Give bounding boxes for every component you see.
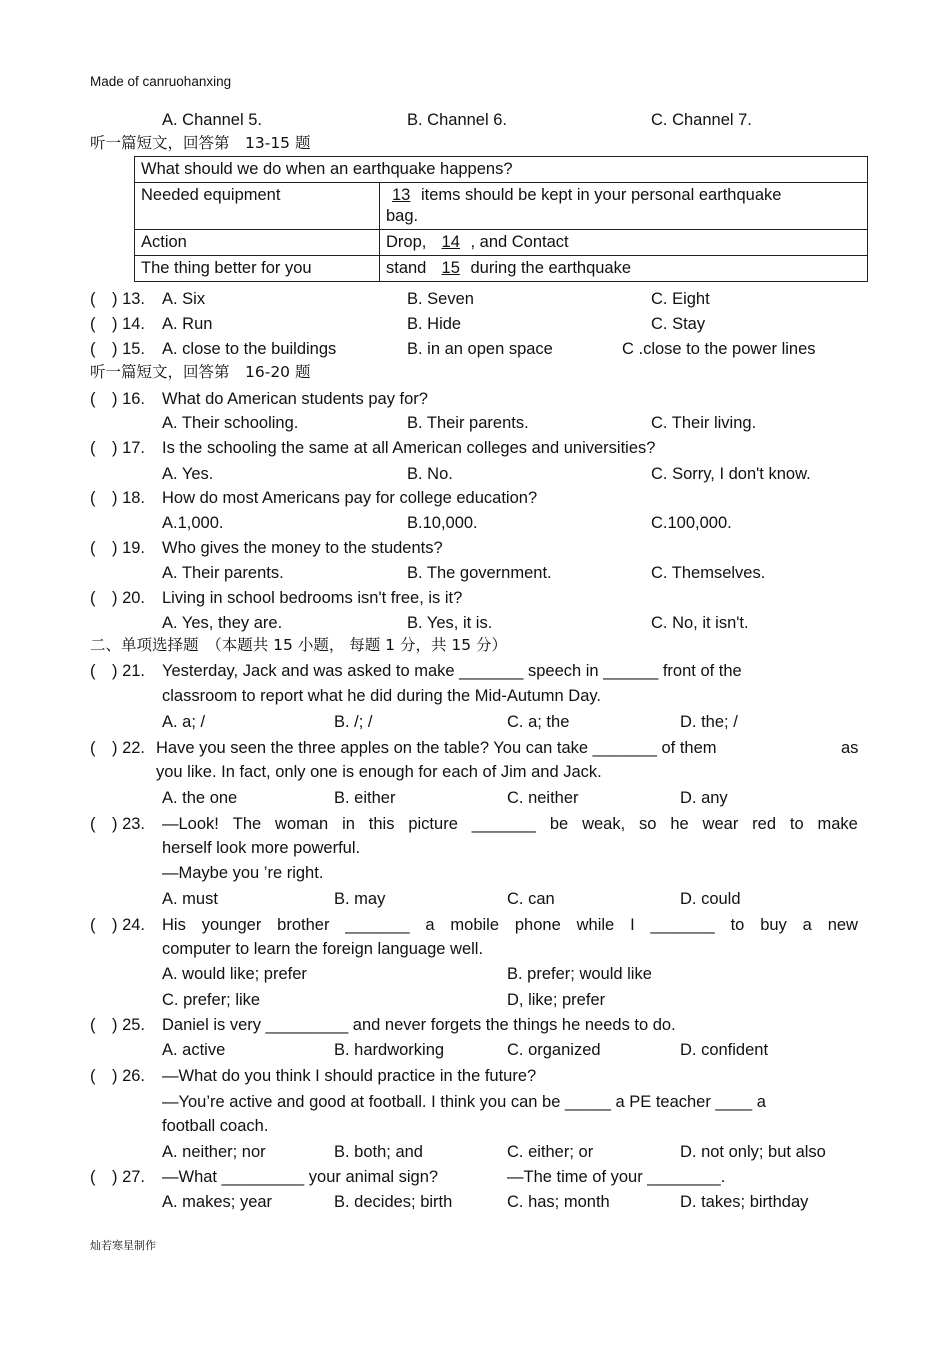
q18-option-b: B.10,000. (407, 514, 478, 532)
table-title: What should we do when an earthquake happens? (135, 157, 868, 183)
q23-stem-line3: —Maybe you ’re right. (162, 864, 324, 882)
page-footer: 灿若寒星制作 (90, 1239, 156, 1252)
q21-option-b: B. /; / (334, 713, 373, 731)
q22-option-a: A. the one (162, 789, 238, 807)
q24-option-b: B. prefer; would like (507, 965, 652, 983)
table-key: Needed equipment (135, 183, 380, 230)
q26-option-c: C. either; or (507, 1143, 594, 1161)
q23-option-b: B. may (334, 890, 386, 908)
q24-stem-line1: His younger brother _______ a mobile phone while I _______ to buy a new (162, 916, 858, 934)
table-value: 13 items should be kept in your personal earthquake bag. (380, 183, 868, 230)
q20-option-a: A. Yes, they are. (162, 614, 283, 632)
earthquake-table (134, 156, 868, 282)
q16-number: ( ) 16. (90, 390, 146, 408)
q22-stem-line1-end: as (841, 739, 859, 757)
q24-option-a: A. would like; prefer (162, 965, 307, 983)
q27-stem: —What _________ your animal sign? (162, 1168, 439, 1186)
q22-option-c: C. neither (507, 789, 579, 807)
table-title-row (135, 157, 868, 183)
q18-option-a: A.1,000. (162, 514, 224, 532)
q23-option-c: C. can (507, 890, 555, 908)
q16-option-b: B. Their parents. (407, 414, 529, 432)
q20-option-b: B. Yes, it is. (407, 614, 493, 632)
table-row (135, 256, 868, 282)
q20-option-c: C. No, it isn't. (651, 614, 749, 632)
q19-number: ( ) 19. (90, 539, 146, 557)
q26-stem-line1: —What do you think I should practice in the future? (162, 1067, 537, 1085)
q19-option-c: C. Themselves. (651, 564, 766, 582)
q16-stem: What do American students pay for? (162, 390, 428, 408)
q21-stem-line2: classroom to report what he did during the Mid-Autumn Day. (162, 687, 601, 705)
q15-option-a: A. close to the buildings (162, 340, 337, 358)
q23-option-d: D. could (680, 890, 741, 908)
q22-stem-line1: Have you seen the three apples on the table? You can take _______ of them (156, 739, 717, 757)
q12-option-b: B. Channel 6. (407, 111, 507, 129)
q27-stem-answer: —The time of your ________. (507, 1168, 726, 1186)
q19-option-a: A. Their parents. (162, 564, 284, 582)
q15-number: ( ) 15. (90, 340, 146, 358)
q27-number: ( ) 27. (90, 1168, 146, 1186)
q21-option-c: C. a; the (507, 713, 570, 731)
q21-stem-line1: Yesterday, Jack and was asked to make _______ speech in ______ front of the (162, 662, 742, 680)
q21-number: ( ) 21. (90, 662, 146, 680)
q18-number: ( ) 18. (90, 489, 146, 507)
q26-number: ( ) 26. (90, 1067, 146, 1085)
q17-option-b: B. No. (407, 465, 453, 483)
table-row (135, 230, 868, 256)
section-heading-part2: 二、单项选择题 （本题共 15 小题， 每题 1 分，共 15 分） (90, 636, 508, 654)
table-key: The thing better for you (135, 256, 380, 282)
q17-stem: Is the schooling the same at all American colleges and universities? (162, 439, 656, 457)
q26-option-d: D. not only; but also (680, 1143, 826, 1161)
q26-option-a: A. neither; nor (162, 1143, 266, 1161)
q27-option-c: C. has; month (507, 1193, 610, 1211)
q27-option-b: B. decides; birth (334, 1193, 453, 1211)
q24-option-d: D, like; prefer (507, 991, 606, 1009)
q25-option-d: D. confident (680, 1041, 769, 1059)
q24-stem-line2: computer to learn the foreign language well. (162, 940, 484, 958)
section-heading-16-20: 听一篇短文，回答第 16-20 题 (90, 363, 311, 381)
q27-option-d: D. takes; birthday (680, 1193, 809, 1211)
q14-option-b: B. Hide (407, 315, 462, 333)
blank-13: 13 (392, 186, 411, 204)
q15-option-b: B. in an open space (407, 340, 553, 358)
q22-stem-line2: you like. In fact, only one is enough for each of Jim and Jack. (156, 763, 602, 781)
q19-stem: Who gives the money to the students? (162, 539, 443, 557)
q26-stem-line2: —You’re active and good at football. I think you can be _____ a PE teacher ____ a (162, 1093, 766, 1111)
table-value: stand 15 during the earthquake (380, 256, 868, 282)
q26-option-b: B. both; and (334, 1143, 423, 1161)
q25-option-b: B. hardworking (334, 1041, 445, 1059)
q14-option-a: A. Run (162, 315, 213, 333)
q22-option-d: D. any (680, 789, 728, 807)
q13-option-a: A. Six (162, 290, 206, 308)
q22-number: ( ) 22. (90, 739, 146, 757)
q23-number: ( ) 23. (90, 815, 146, 833)
q17-option-c: C. Sorry, I don't know. (651, 465, 811, 483)
q12-option-a: A. Channel 5. (162, 111, 262, 129)
q22-option-b: B. either (334, 789, 396, 807)
blank-14: 14 (441, 233, 460, 251)
table-row (135, 183, 868, 230)
q12-option-c: C. Channel 7. (651, 111, 752, 129)
q26-stem-line3: football coach. (162, 1117, 269, 1135)
q15-option-c: C .close to the power lines (622, 340, 816, 358)
table-key: Action (135, 230, 380, 256)
q18-option-c: C.100,000. (651, 514, 732, 532)
q25-number: ( ) 25. (90, 1016, 146, 1034)
q19-option-b: B. The government. (407, 564, 552, 582)
q23-stem-line1: —Look! The woman in this picture _______ be weak, so he wear red to make (162, 815, 858, 833)
q16-option-a: A. Their schooling. (162, 414, 299, 432)
q17-number: ( ) 17. (90, 439, 146, 457)
q24-number: ( ) 24. (90, 916, 146, 934)
section-heading-13-15: 听一篇短文，回答第 13-15 题 (90, 134, 311, 152)
q17-option-a: A. Yes. (162, 465, 214, 483)
q25-stem: Daniel is very _________ and never forgets the things he needs to do. (162, 1016, 676, 1034)
q16-option-c: C. Their living. (651, 414, 757, 432)
q21-option-d: D. the; / (680, 713, 738, 731)
q14-option-c: C. Stay (651, 315, 706, 333)
table-value: Drop, 14 , and Contact (380, 230, 868, 256)
q25-option-c: C. organized (507, 1041, 601, 1059)
q20-stem: Living in school bedrooms isn't free, is it? (162, 589, 463, 607)
q23-stem-line2: herself look more powerful. (162, 839, 361, 857)
q21-option-a: A. a; / (162, 713, 206, 731)
q20-number: ( ) 20. (90, 589, 146, 607)
q27-option-a: A. makes; year (162, 1193, 273, 1211)
q23-option-a: A. must (162, 890, 218, 908)
page-header: Made of canruohanxing (90, 74, 232, 89)
q13-option-b: B. Seven (407, 290, 474, 308)
blank-15: 15 (441, 259, 460, 277)
q14-number: ( ) 14. (90, 315, 146, 333)
q24-option-c: C. prefer; like (162, 991, 261, 1009)
q18-stem: How do most Americans pay for college education? (162, 489, 538, 507)
q13-option-c: C. Eight (651, 290, 710, 308)
q13-number: ( ) 13. (90, 290, 146, 308)
q25-option-a: A. active (162, 1041, 226, 1059)
